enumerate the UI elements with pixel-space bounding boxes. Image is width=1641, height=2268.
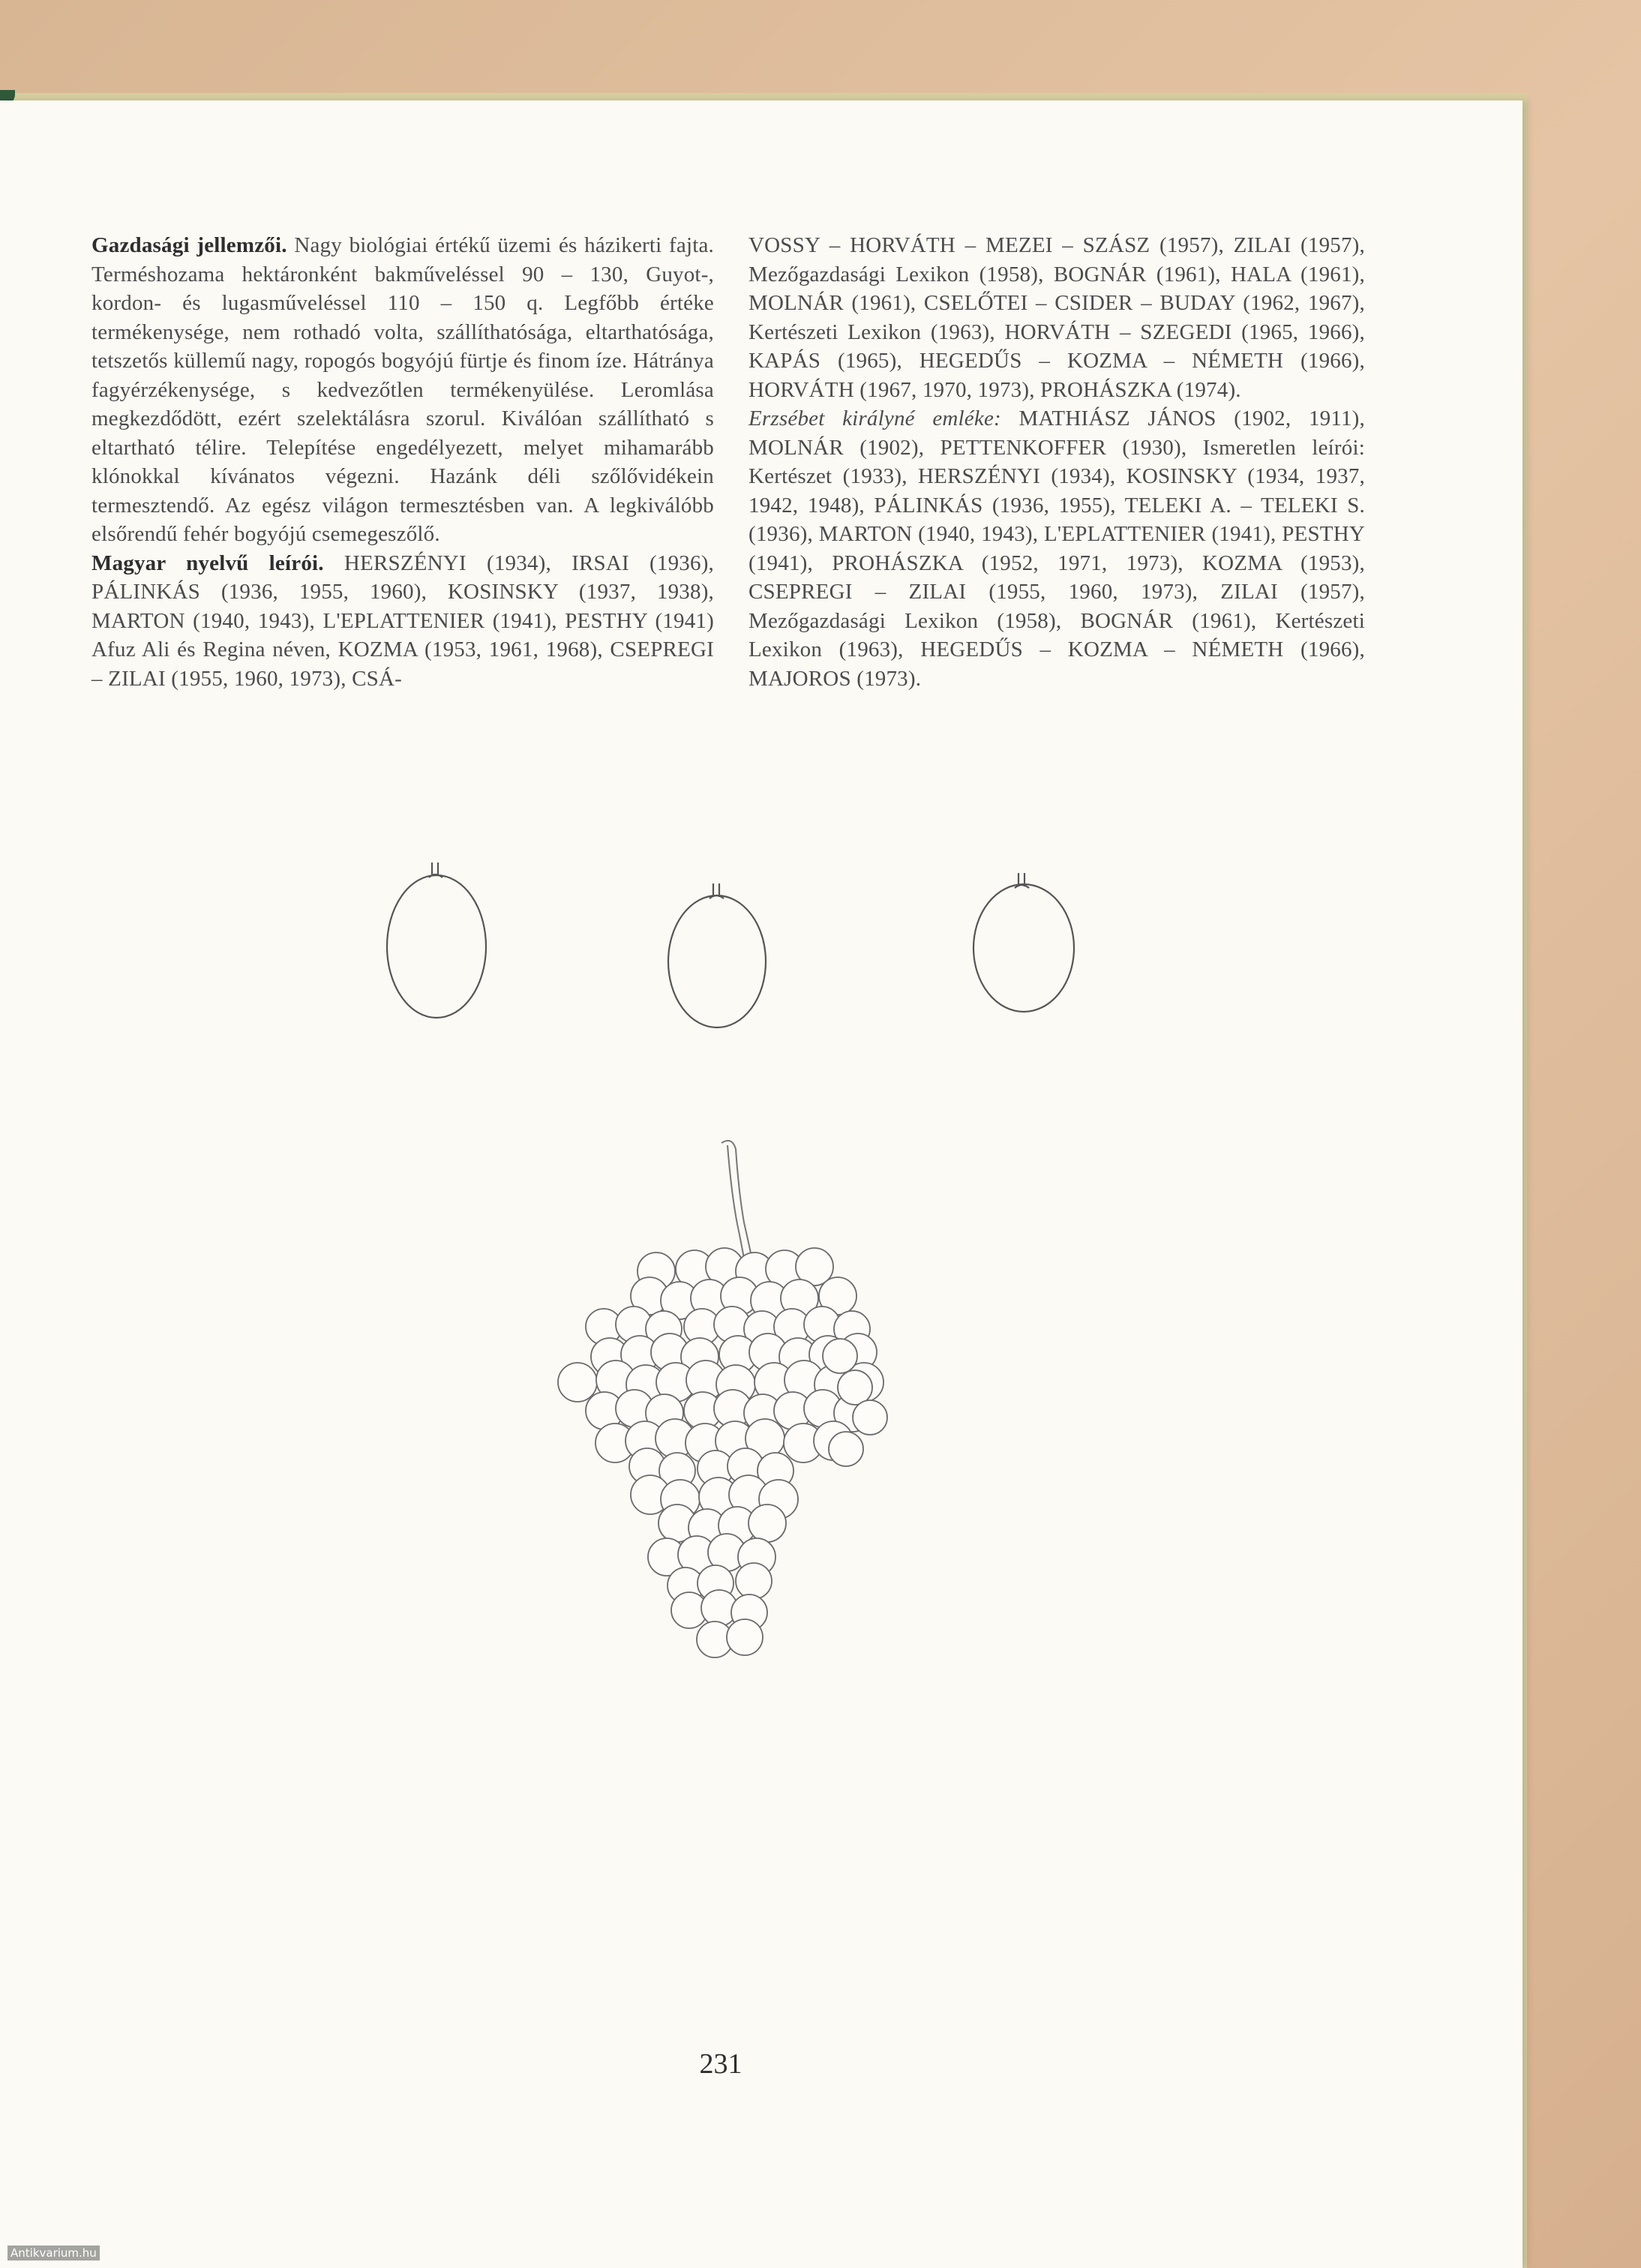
- grape-berry: [829, 1432, 863, 1466]
- berry-outline-right: [974, 884, 1074, 1012]
- grape-berry: [823, 1339, 857, 1373]
- hungarian-descriptors-text: HERSZÉNYI (1934), IRSAI (1936), PÁLINKÁS (1936, 1955, 1960), KOSINSKY (1937, 1938), MARTON (1940, 1943), L'EPLATTENIER (1941), PESTHY (1941) Afuz Ali és Regina néven, KOZMA (1953, 1961, 1968), CSEPREGI – ZILAI (1955, 1960, 1973), CSÁ-: [92, 550, 714, 691]
- berry-stem-middle: [710, 884, 724, 898]
- grape-cluster: [558, 1248, 887, 1658]
- erzsebet-heading: Erzsébet királyné emléke:: [748, 406, 1001, 430]
- grape-berry: [853, 1400, 887, 1435]
- grape-berry: [558, 1363, 597, 1402]
- berry-stem-left: [429, 862, 442, 878]
- grape-berry: [736, 1563, 772, 1599]
- watermark: Antikvarium.hu: [8, 2246, 100, 2260]
- page-number: 231: [699, 2048, 742, 2080]
- grape-berry: [748, 1504, 786, 1542]
- berry-outline-middle: [668, 896, 766, 1028]
- erzsebet-text: MATHIÁSZ JÁNOS (1902, 1911), MOLNÁR (1902), PETTENKOFFER (1930), Ismeretlen leírói: Kertészet (1933), HERSZÉNYI (1934), KOSINSKY (1934, 1937, 1942, 1948), PÁLINKÁS (1936, 1955), TELEKI A. – TELEKI S. (1936), MARTON (1940, 1943), L'EPLATTENIER (1941), PESTHY (1941), PROHÁSZKA (1952, 1971, 1973), KOZMA (1953), CSEPREGI – ZILAI (1955, 1960, 1973), ZILAI (1957), Mezőgazdasági Lexikon (1958), BOGNÁR (1961), Kertészeti Lexikon (1963), HEGEDŰS – KOZMA – NÉMETH (1966), MAJOROS (1973).: [748, 406, 1365, 691]
- berry-outline-left: [387, 875, 486, 1018]
- grape-berry: [727, 1619, 763, 1655]
- grape-berry: [838, 1370, 872, 1405]
- berry-stem-right: [1015, 873, 1029, 888]
- economic-characteristics-text: Nagy biológiai értékű üzemi és házikerti fajta. Terméshozama hektáronként bakműveléssel 90 – 130, Guyot-, kordon- és lugasműveléssel 110 – 150 q. Legfőbb értéke termékenysége, nem rothadó volta, szállíthatósága, eltarthatósága, tetszetős küllemű nagy, ropogós bogyójú fürtje és finom íze. Hátránya fagyérzékenysége, s kedvezőtlen termékenyülése. Leromlása megkezdődött, ezért szelektálásra szorul. Kiválóan szállítható s eltartható télire. Telepítése engedélyezett, melyet mihamarább klónokkal kívánatos végezni. Hazánk déli szőlővidékein termesztendő. Az egész világon termesztésben van. A legkiválóbb elsőrendű fehér bogyójú csemegeszőlő.: [92, 233, 714, 546]
- descriptors-continued-text: VOSSY – HORVÁTH – MEZEI – SZÁSZ (1957), ZILAI (1957), Mezőgazdasági Lexikon (1958), BOGNÁR (1961), HALA (1961), MOLNÁR (1961), CSELŐTEI – CSIDER – BUDAY (1962, 1967), Kertészeti Lexikon (1963), HORVÁTH – SZEGEDI (1965, 1966), KAPÁS (1965), HEGEDŰS – KOZMA – NÉMETH (1966), HORVÁTH (1967, 1970, 1973), PROHÁSZKA (1974).: [748, 233, 1365, 402]
- economic-characteristics-heading: Gazdasági jellemzői.: [92, 233, 287, 257]
- berry-outlines: [387, 862, 1074, 1028]
- hungarian-descriptors-heading: Magyar nyelvű leírói.: [92, 550, 324, 575]
